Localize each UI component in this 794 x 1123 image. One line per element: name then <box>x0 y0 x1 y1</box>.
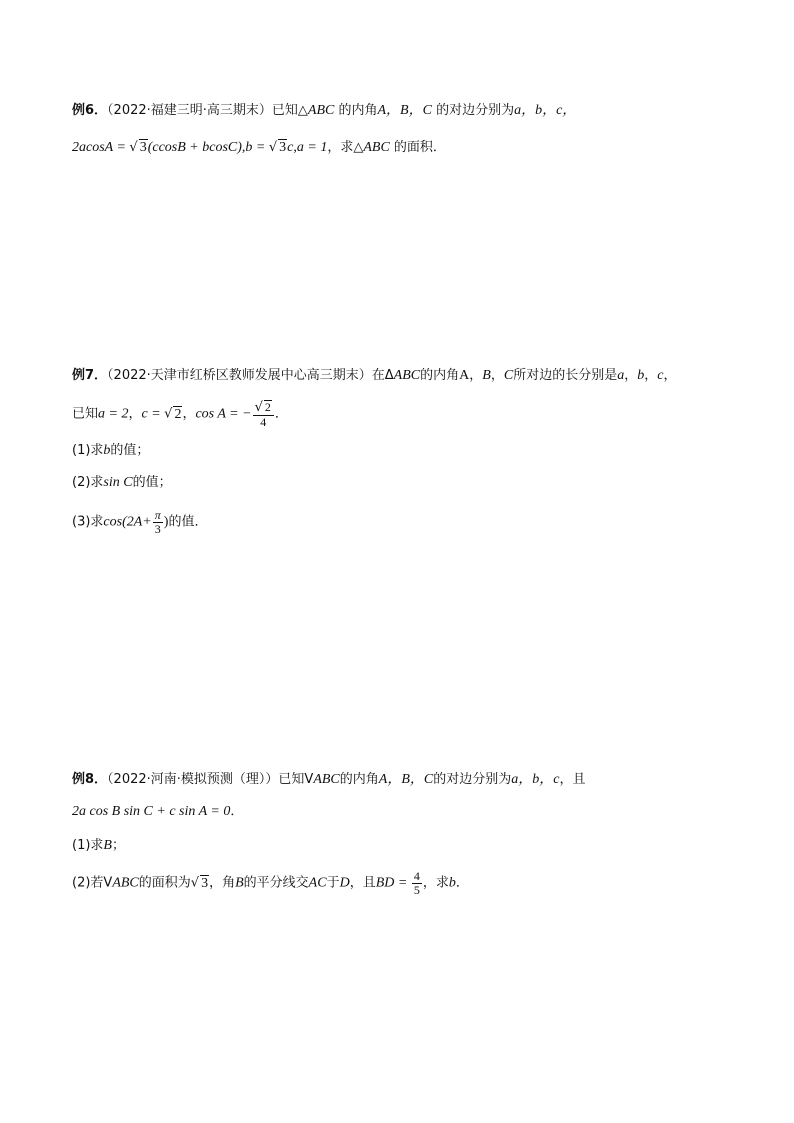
ex8-eq: 2a cos B sin C + c sin A = 0 <box>72 804 231 819</box>
ex7-q1-b: b <box>103 443 111 458</box>
ex8-q2-f: ，且 <box>349 875 376 891</box>
ex7-q3-c: 的值． <box>168 514 208 530</box>
ex8-text: ，且 <box>559 772 586 787</box>
ex7-sqrt2: 2 <box>174 406 182 422</box>
ex8-q2-g: ，求 <box>422 875 449 891</box>
ex7-text: 的内角 <box>420 368 460 383</box>
ex6-sqrt3: 3 <box>139 140 147 155</box>
ex8-q2-BD: BD = <box>375 875 411 891</box>
ex7-q3 <box>72 509 207 535</box>
ex7-source: （2022·天津市红桥区教师发展中心高三期末） <box>107 368 372 383</box>
radical-icon: √ <box>164 406 173 422</box>
ex6-equation <box>72 138 446 158</box>
ex6-abc: ABC <box>307 103 335 118</box>
ex7-A: A <box>459 368 470 383</box>
ex8-text: 的内角 <box>339 772 379 787</box>
ex8-angles: A，B，C <box>378 772 434 787</box>
ex8-q2-e: 于 <box>326 875 340 891</box>
ex8-q2-b2: b <box>448 875 456 891</box>
ex6-abc: ABC <box>363 140 390 155</box>
ex7-fraction <box>253 400 274 428</box>
ex8-q2-h: ． <box>455 875 469 891</box>
ex8-sqrt3: 3 <box>201 875 209 891</box>
ex7-q2 <box>72 473 172 493</box>
ex6-label: 例6． <box>72 103 108 118</box>
ex6-sqrt3b: 3 <box>279 140 287 155</box>
ex6-eq-lhs: 2acosA = <box>72 140 130 155</box>
ex7-B: B <box>482 368 491 383</box>
ex7-q2-c: 的值； <box>132 475 172 490</box>
ex6-eq-c: c,a = 1 <box>287 140 328 155</box>
ex6-eq-paren: (ccosB + bcosC) <box>147 140 242 155</box>
ex7-q1 <box>72 441 149 461</box>
radical-icon: √ <box>268 140 278 155</box>
ex6-ask: ，求△ <box>327 140 364 155</box>
radical-icon: √ <box>190 875 200 891</box>
ex8-q1-c: ； <box>111 838 125 853</box>
ex7-q3-cos: cos(2A+ <box>103 514 152 530</box>
ex7-a: a <box>617 368 625 383</box>
ex7-three: 3 <box>154 521 161 536</box>
ex7-frac-den: 4 <box>260 414 267 429</box>
ex7-line1: 例7．（2022·天津市红桥区教师发展中心高三期末）在ΔABC的内角A，B，C所对边的长分别是a，b，c， <box>72 368 677 383</box>
ex8-q1-b: B <box>103 838 112 853</box>
ex7-c: c <box>657 368 664 383</box>
ex6-ask-end: 的面积． <box>389 140 446 155</box>
ex6-angles: A，B，C <box>377 103 432 118</box>
ex8-label: 例8． <box>72 772 108 787</box>
ex8-q2-AC: AC <box>308 875 327 891</box>
ex8-q2-c: ，角 <box>209 875 236 891</box>
ex8-q2-D: D <box>339 875 350 891</box>
ex8-text: 已知V <box>278 772 314 787</box>
ex7-q2-b: sin C <box>103 475 133 490</box>
ex8-sides: a，b，c <box>511 772 560 787</box>
ex8-q2-b: 的面积为 <box>138 875 191 891</box>
ex6-line1 <box>72 101 576 121</box>
ex7-frac-sqrt2: 2 <box>264 400 271 414</box>
ex7-a-eq: a = 2 <box>98 406 129 422</box>
ex7-q1-a: (1)求 <box>72 443 104 458</box>
ex7-b: b <box>637 368 645 383</box>
ex6-source: （2022·福建三明·高三期末） <box>107 103 272 118</box>
ex7-q3-close: ) <box>163 514 169 530</box>
ex8-line1 <box>72 770 585 790</box>
ex8-fraction <box>412 870 422 896</box>
ex7-c-eq: c = <box>141 406 165 422</box>
ex7-q1-c: 的值； <box>110 443 150 458</box>
ex8-q2-B: B <box>235 875 244 891</box>
ex7-pi-fraction <box>153 509 163 535</box>
ex7-q2-a: (2)求 <box>72 475 104 490</box>
ex8-abc: ABC <box>313 772 340 787</box>
ex7-abc: ABC <box>393 368 421 383</box>
ex8-q1 <box>72 836 125 856</box>
ex8-frac-den: 5 <box>413 882 420 897</box>
ex7-pi: π <box>154 508 161 522</box>
ex8-text: 的对边分别为 <box>433 772 512 787</box>
ex6-text: 的内角 <box>334 103 378 118</box>
ex8-equation: 2a cos B sin C + c sin A = 0． <box>72 804 244 819</box>
ex6-eq-b: ,b = <box>241 140 269 155</box>
ex7-q3-a: (3)求 <box>72 514 104 530</box>
ex7-text: 在Δ <box>371 368 394 383</box>
ex7-text: 所对边的长分别是 <box>513 368 618 383</box>
ex7-frac-num <box>253 400 274 416</box>
ex8-q2-d: 的平分线交 <box>243 875 309 891</box>
ex8-source: （2022·河南·模拟预测（理）） <box>107 772 279 787</box>
ex7-C: C <box>503 368 514 383</box>
ex6-text: 已知△ <box>271 103 308 118</box>
ex7-line2: 已知a = 2，c = √ 2，cos A = − $\frac{√ 2}{4}$ ． <box>72 400 288 429</box>
ex7-known: 已知 <box>72 406 99 422</box>
ex8-q2 <box>72 870 469 896</box>
ex8-frac-num: 4 <box>413 869 420 883</box>
radical-icon: √ <box>254 400 263 415</box>
ex7-sep: ， <box>469 368 483 383</box>
ex7-label: 例7． <box>72 368 108 383</box>
ex6-sides: a，b，c， <box>514 103 577 118</box>
ex6-text: 的对边分别为 <box>431 103 515 118</box>
radical-icon: √ <box>129 140 138 155</box>
ex8-q1-a: (1)求 <box>72 838 104 853</box>
ex7-sep: ， <box>490 368 504 383</box>
ex8-q2-abc: ABC <box>112 875 139 891</box>
ex8-q2-a: (2)若V <box>72 875 113 891</box>
ex7-cos-eq: cos A = − <box>195 406 252 422</box>
